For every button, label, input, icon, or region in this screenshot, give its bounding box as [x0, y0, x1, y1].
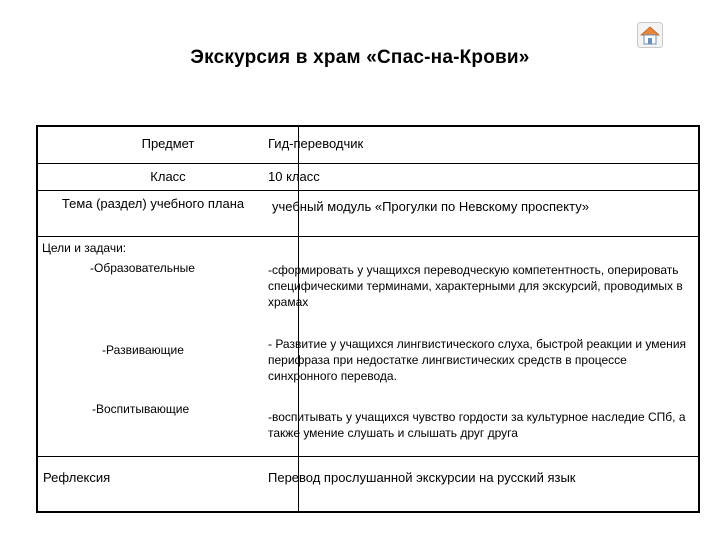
grade-label: Класс	[150, 169, 186, 184]
goal-educational-label: -Образовательные	[90, 261, 195, 275]
row-divider	[38, 236, 698, 237]
goal-developmental-label: -Развивающие	[102, 343, 184, 357]
reflection-value: Перевод прослушанной экскурсии на русский язык	[268, 470, 576, 485]
row-divider	[38, 456, 698, 457]
reflection-label: Рефлексия	[43, 470, 111, 485]
lesson-table	[36, 125, 700, 513]
row-divider	[38, 163, 698, 164]
subject-value: Гид-переводчик	[268, 136, 364, 151]
home-icon[interactable]	[637, 22, 663, 48]
subject-label: Предмет	[141, 136, 195, 151]
goal-developmental-value: - Развитие у учащихся лингвистического слуха, быстрой реакции и умения перифраза при недостатке лингвистических средств в процессе синхронного перевода.	[268, 337, 687, 383]
goals-heading: Цели и задачи:	[42, 241, 127, 255]
page-title: Экскурсия в храм «Спас-на-Крови»	[190, 47, 530, 68]
grade-value: 10 класс	[268, 169, 320, 184]
topic-label: Тема (раздел) учебного плана	[61, 196, 245, 211]
topic-value: учебный модуль «Прогулки по Невскому проспекту»	[272, 199, 590, 214]
goal-upbringing-value: -воспитывать у учащихся чувство гордости за культурное наследие СПб, а также умение слушать и слышать друг друга	[268, 410, 686, 440]
goal-upbringing-label: -Воспитывающие	[92, 402, 190, 416]
row-divider	[38, 190, 698, 191]
goal-educational-value: -сформировать у учащихся переводческую компетентность, оперировать специфическими терминами, характерными для экскурсий, проводимых в храмах	[268, 263, 683, 309]
